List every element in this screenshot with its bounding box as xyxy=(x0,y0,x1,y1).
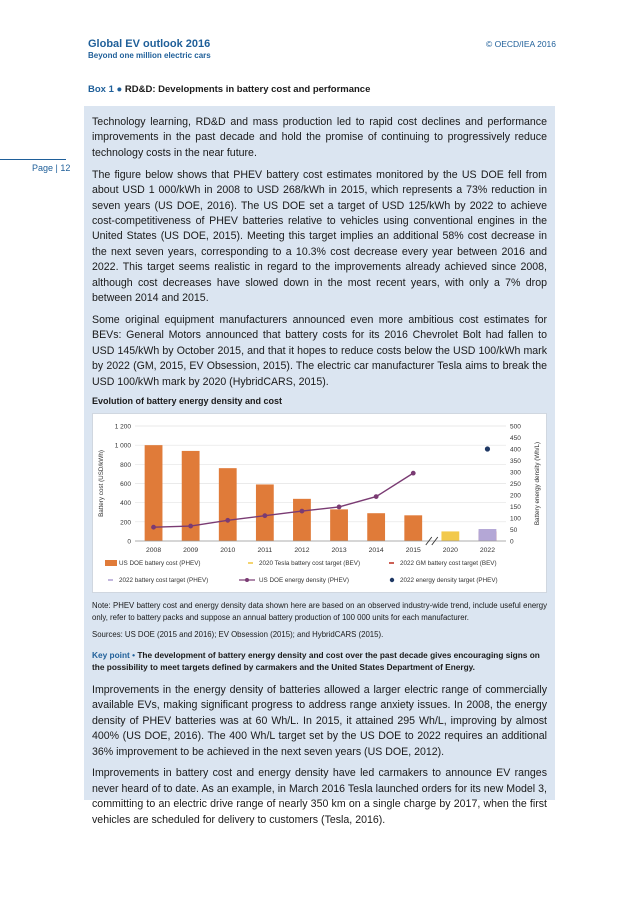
figure-title: Evolution of battery energy density and cost xyxy=(92,396,283,407)
y-axis-title-left: Battery cost (USD/kWh) xyxy=(98,450,105,518)
bar xyxy=(367,514,385,542)
key-point-label: Key point • xyxy=(92,649,136,660)
y-tick-right: 100 xyxy=(510,515,521,523)
y-tick-left: 800 xyxy=(120,462,131,470)
target-point xyxy=(485,447,490,452)
bar xyxy=(330,510,348,542)
page-number: Page | 12 xyxy=(32,163,71,173)
line-point xyxy=(300,509,305,514)
box-paragraph: Technology learning, RD&D and mass production led to rapid cost declines and performance improvements in the past decade and hold the promise of continuing to progressively reduce technology costs in the near future. xyxy=(92,116,547,159)
figure-sources: Sources: US DOE (2015 and 2016); EV Obsession (2015); and HybridCARS (2015). xyxy=(92,630,384,640)
x-tick-label: 2009 xyxy=(183,547,199,555)
legend-label: US DOE energy density (PHEV) xyxy=(259,577,349,585)
legend-swatch xyxy=(105,560,117,566)
box-paragraph: Some original equipment manufacturers announced even more ambitious cost estimates for BEVs: General Motors announced that battery costs for its 2016 Chevrolet Bolt had fallen to USD 145/kWh by October 2015, and that it hopes to reduce costs below the USD 100/kWh mark by 2022 (GM, 2015, EV Obsession, 2015). The electric car manufacturer Tesla aims to break the USD 100/kWh mark by 2020 (HybridCARS, 2015). xyxy=(92,313,547,388)
line-point xyxy=(151,525,156,530)
line-point xyxy=(411,471,416,476)
battery-chart xyxy=(92,413,547,593)
y-tick-right: 500 xyxy=(510,423,521,431)
y-tick-left: 200 xyxy=(120,519,131,527)
y-tick-right: 300 xyxy=(510,469,521,477)
chart-svg xyxy=(93,414,548,594)
y-tick-left: 0 xyxy=(127,538,131,546)
key-point-text: The development of battery energy density and cost over the past decade gives encouraging signs on the possibility to meet targets defined by carmakers and the United States Department of Energy. xyxy=(92,649,540,673)
target-bar xyxy=(441,532,459,542)
legend-label: 2022 energy density target (PHEV) xyxy=(400,577,498,585)
legend-swatch-point xyxy=(245,578,249,582)
box-heading xyxy=(88,84,370,95)
y-tick-right: 200 xyxy=(510,492,521,500)
y-tick-left: 1 000 xyxy=(114,443,131,451)
x-tick-label: 2012 xyxy=(294,547,310,555)
copyright: © OECD/IEA 2016 xyxy=(485,39,556,49)
line-point xyxy=(188,524,193,529)
box-paragraph: Improvements in battery cost and energy density have led carmakers to announce EV ranges never heard of to date. As an example, in March 2016 Tesla launched orders for its new Model 3, committing to an electric drive range of nearly 350 km on a single charge by 2017, when the first vehicles are scheduled for delivery to customers (Tesla, 2016). xyxy=(92,767,547,826)
legend-label: 2022 GM battery cost target (BEV) xyxy=(400,560,497,568)
bar xyxy=(219,469,237,542)
bar xyxy=(256,485,274,542)
line-point xyxy=(374,495,379,500)
y-tick-right: 250 xyxy=(510,481,521,489)
box-paragraph: Improvements in the energy density of batteries allowed a larger electric range of commercially available EVs, making significant progress to address range anxiety issues. In 2008, the energy density of PHEV batteries was at 60 Wh/L. In 2015, it attained 295 Wh/L, improving by almost 400% (US DOE, 2016). The 400 Wh/L target set by the US DOE to 2022 requires an additional 36% improvement to be achieved in the next seven years (US DOE, 2012). xyxy=(92,683,547,758)
report-title: Global EV outlook 2016 xyxy=(88,38,211,50)
x-tick-label: 2020 xyxy=(442,547,458,555)
y-axis-title-right: Battery energy density (Wh/L) xyxy=(534,442,541,526)
y-tick-left: 1 200 xyxy=(114,423,131,431)
bar xyxy=(293,499,311,541)
y-tick-left: 600 xyxy=(120,481,131,489)
figure-note: Note: PHEV battery cost and energy density data shown here are based on an observed industry-wide trend, include useful energy only, refer to battery packs and suppose an annual battery production of 100 000 units for each manufacturer. xyxy=(92,601,547,622)
y-tick-left: 400 xyxy=(120,500,131,508)
line-point xyxy=(337,505,342,510)
x-tick-label: 2014 xyxy=(368,547,384,555)
x-tick-label: 2011 xyxy=(257,547,273,555)
x-tick-label: 2022 xyxy=(479,547,496,555)
y-tick-right: 400 xyxy=(510,446,521,454)
x-tick-label: 2015 xyxy=(405,547,421,555)
y-tick-right: 0 xyxy=(510,538,514,546)
line-point xyxy=(225,518,230,523)
legend-label: 2020 Tesla battery cost target (BEV) xyxy=(259,560,361,568)
line-point xyxy=(262,514,267,519)
box-title: RD&D: Developments in battery cost and performance xyxy=(124,84,371,95)
y-tick-right: 450 xyxy=(510,435,521,443)
y-tick-right: 150 xyxy=(510,504,521,512)
y-tick-right: 350 xyxy=(510,458,521,466)
key-point xyxy=(92,649,547,674)
x-tick-label: 2013 xyxy=(331,547,347,555)
legend-swatch xyxy=(390,578,394,582)
legend-label: US DOE battery cost (PHEV) xyxy=(119,560,201,568)
box-number: Box 1 xyxy=(88,84,114,95)
x-tick-label: 2010 xyxy=(220,547,236,555)
legend-label: 2022 battery cost target (PHEV) xyxy=(119,577,209,585)
page-divider xyxy=(0,159,66,160)
bar xyxy=(404,516,422,542)
info-box-content xyxy=(92,115,547,835)
target-bar xyxy=(479,529,497,541)
x-tick-label: 2008 xyxy=(145,547,162,555)
info-box xyxy=(84,106,555,826)
bullet-icon: ● xyxy=(116,84,123,95)
y-tick-right: 50 xyxy=(510,527,518,535)
box-paragraph: The figure below shows that PHEV battery cost estimates monitored by the US DOE fell from about USD 1 000/kWh in 2008 to USD 268/kWh in 2015, which represents a 73% reduction in seven years (US DOE, 2016). The US DOE set a target of USD 125/kWh by 2022 to achieve cost-competitiveness of PHEV batteries relative to vehicles using conventional engines in the United States (US DOE, 2015). Meeting this target implies an additional 58% cost decrease in the next seven years, corresponding to a 10.3% cost decrease every year between 2016 and 2022. This target seems realistic in regard to the improvements already achieved since 2008, although cost decreases have slowed down in the most recent years, with only a 7% drop between 2014 and 2015. xyxy=(92,168,547,304)
report-subtitle: Beyond one million electric cars xyxy=(88,51,211,60)
